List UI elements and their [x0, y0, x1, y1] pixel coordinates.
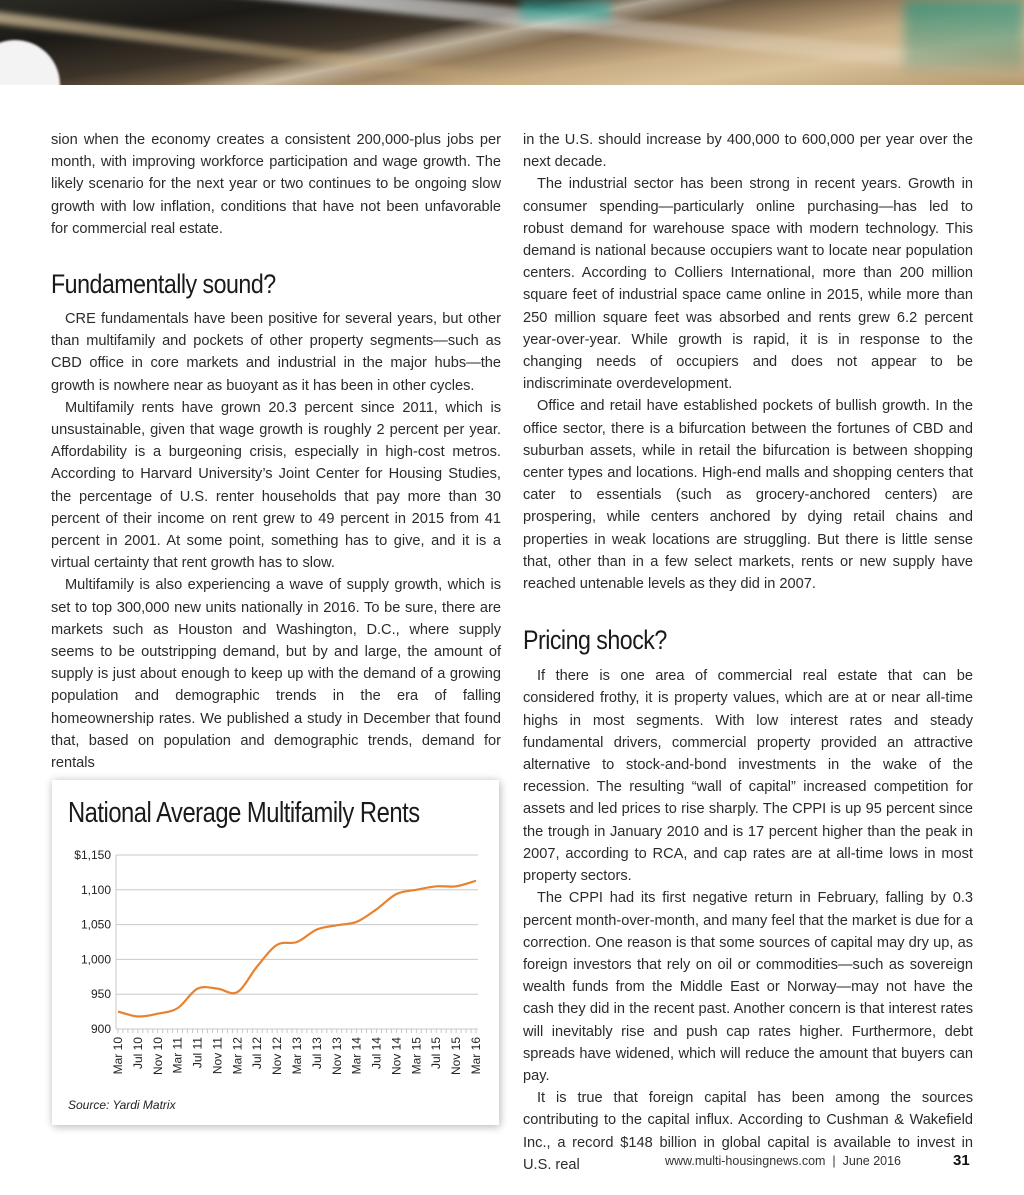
paragraph: Multifamily rents have grown 20.3 percent since 2011, which is unsustainable, given that wage growth is roughly 2 percent per year. Affordability is a burgeoning crisis, especially in high-cost metros. According to Harvard University’s Joint Center for Housing Studies, the percentage of U.S. renter households that pay more than 30 percent of their income on rent grew to 49 percent in 2015 from 41 percent in 2001. At some point, something has to give, and it is a virtual certainty that rent growth has to slow. [51, 399, 501, 572]
y-tick-label: 1,000 [80, 952, 111, 967]
rent-chart-figure [52, 780, 499, 1125]
paragraph: If there is one area of commercial real estate that can be considered frothy, it is property values, which are at or near all-time highs in most segments. With low interest rates and steady fundamental drivers, commercial property provided an attractive alternative to stock-and-bond investments in the wake of the recession. The resulting “wall of capital” increased competition for assets and led prices to rise sharply. The CPPI is up 95 percent since the trough in January 2010 and is 17 percent higher than the peak in 2007, according to RCA, and cap rates are at all-time lows in most property sectors. [523, 668, 973, 885]
x-tick-label: Nov 11 [210, 1037, 225, 1075]
banner-teal-blur [904, 0, 1024, 70]
x-tick-label: Mar 11 [170, 1037, 185, 1074]
x-tick-label: Nov 10 [150, 1037, 165, 1076]
section-heading-pricing-shock: Pricing shock? [523, 625, 667, 656]
x-tick-label: Jul 12 [250, 1037, 265, 1070]
x-tick-label: Nov 13 [329, 1037, 344, 1076]
y-tick-label: 950 [90, 987, 111, 1002]
paragraph: The CPPI had its first negative return in February, falling by 0.3 percent month-over-month, and many feel that the market is due for a correction. One reason is that some sources of capital may dry up, as foreign investors that rely on oil or commodities—such as sovereign wealth funds from the Middle East or Norway—may not have the cash they did in the recent past. Another concern is that interest rates will inevitably rise and push cap rates higher. Furthermore, debt spreads have widened, which will reduce the amount that buyers can pay. [523, 890, 973, 1084]
right-column [523, 129, 973, 1176]
footer-website-date: www.multi-housingnews.com | June 2016 [665, 1154, 901, 1168]
paragraph: The industrial sector has been strong in recent years. Growth in consumer spending—particularly online purchasing—has led to robust demand for warehouse space with modern technology. This demand is national because occupiers want to locate near population centers. According to Colliers International, more than 200 million square feet of industrial space came online in 2015, while more than 250 million square feet was absorbed and rents grew 6.2 percent year-over-year. While growth is rapid, it is in response to the changing needs of occupiers and does not appear to be indiscriminate overdevelopment. [523, 176, 973, 393]
header-photo-banner [0, 0, 1024, 85]
rent-series-line [118, 881, 476, 1017]
y-tick-label: 1,050 [80, 917, 111, 932]
x-tick-label: Mar 16 [469, 1037, 483, 1075]
paragraph: CRE fundamentals have been positive for several years, but other than multifamily and pockets of other property segments—such as CBD office in core markets and industrial in the major hubs—the growth is nowhere near as buoyant as it has been in other cycles. [51, 311, 501, 394]
section-heading-fundamentally-sound: Fundamentally sound? [51, 269, 276, 300]
x-tick-label: Jul 14 [369, 1037, 384, 1070]
paragraph: Multifamily is also experiencing a wave of supply growth, which is set to top 300,000 new units nationally in 2016. To be sure, there are markets such as Houston and Washington, D.C., where supply seems to be outstripping demand, but by and large, the amount of supply is just about enough to keep up with the demand of a growing population and demographic trends in the era of falling homeownership rates. We published a study in December that found that, based on population and demographic trends, demand for rentals [51, 577, 501, 772]
paragraph: Office and retail have established pockets of bullish growth. In the office sector, there is a bifurcation between the fortunes of CBD and suburban assets, while in retail the bifurcation is between shopping center types and locations. High-end malls and shopping centers that cater to essentials (such as grocery-anchored centers) are prospering, while centers anchored by dying retail chains and properties in weak locations are struggling. But there is little sense that, other than in a few select markets, rents or new supply have reached untenable levels as they did in 2007. [523, 398, 973, 593]
x-tick-label: Mar 13 [290, 1037, 304, 1075]
x-tick-label: Jul 15 [429, 1037, 444, 1070]
x-tick-label: Jul 11 [190, 1037, 205, 1069]
chart-title: National Average Multifamily Rents [68, 797, 420, 829]
x-tick-label: Mar 14 [349, 1037, 364, 1075]
y-tick-label: $1,150 [74, 848, 111, 862]
x-tick-label: Jul 13 [309, 1037, 324, 1070]
x-tick-label: Mar 12 [230, 1037, 245, 1075]
x-tick-label: Nov 14 [389, 1037, 404, 1076]
banner-wheel-shape [0, 40, 60, 85]
x-tick-label: Mar 10 [111, 1037, 125, 1075]
paragraph: It is true that foreign capital has been among the sources contributing to the capital influx. According to Cushman & Wakefield Inc., a record $148 billion in global capital is available to invest in U.S. real [523, 1090, 973, 1173]
paragraph: sion when the economy creates a consistent 200,000-plus jobs per month, with improving workforce participation and wage growth. The likely scenario for the next year or two continues to be ongoing slow growth with low inflation, conditions that have not been unfavorable for commercial real estate. [51, 132, 501, 237]
line-chart [52, 780, 499, 1125]
banner-teal-blur [520, 0, 610, 20]
y-tick-label: 900 [90, 1022, 111, 1036]
x-tick-label: Nov 12 [270, 1037, 285, 1076]
paragraph: in the U.S. should increase by 400,000 to 600,000 per year over the next decade. [523, 132, 973, 171]
x-tick-label: Mar 15 [409, 1037, 424, 1075]
chart-source: Source: Yardi Matrix [68, 1098, 176, 1112]
y-tick-label: 1,100 [80, 882, 111, 897]
x-tick-label: Jul 10 [130, 1037, 145, 1070]
left-column [51, 129, 501, 774]
page-number: 31 [953, 1152, 970, 1169]
x-tick-label: Nov 15 [449, 1037, 464, 1076]
